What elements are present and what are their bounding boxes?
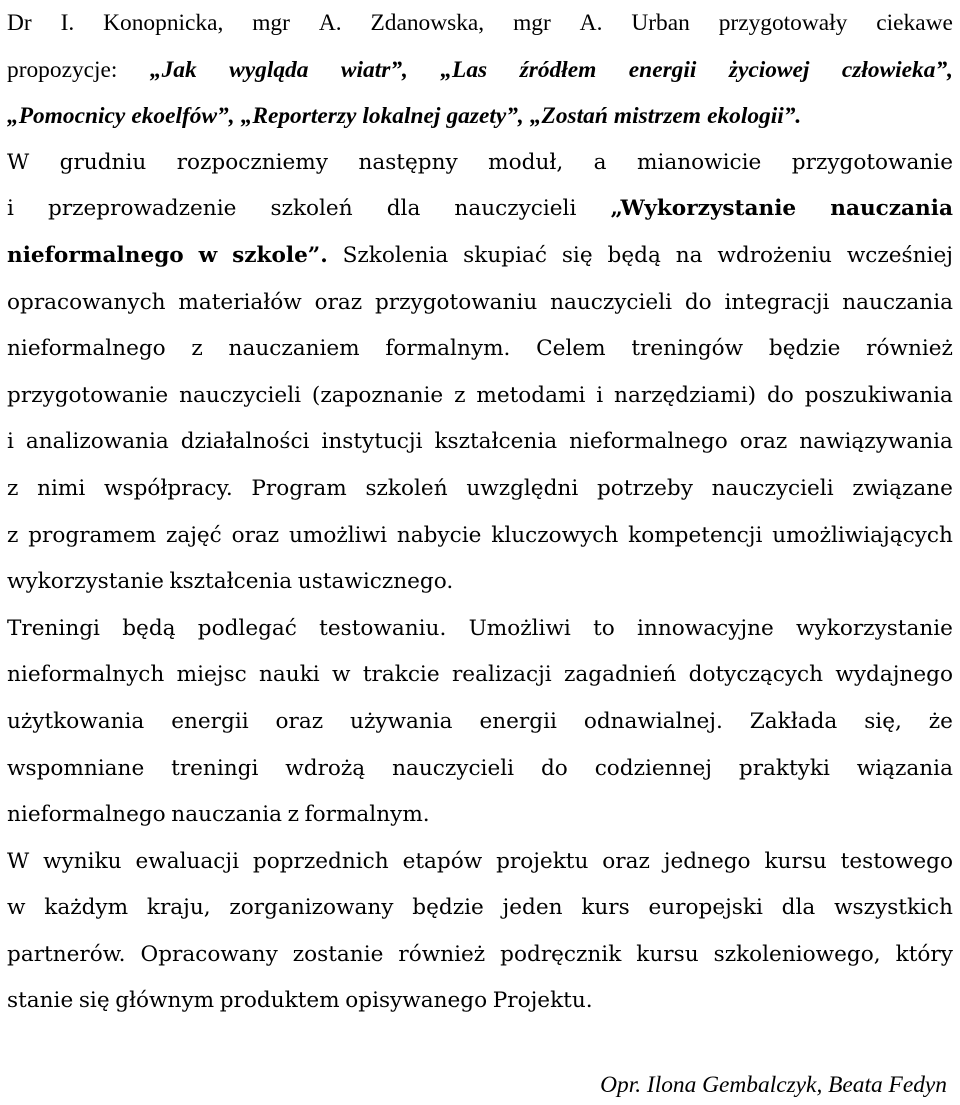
word: energii [628, 56, 697, 83]
word: ustawicznego. [297, 569, 454, 595]
word: się, [864, 708, 902, 734]
word: innowacyjne [637, 615, 774, 641]
word: partnerów. [7, 941, 126, 967]
word: nabycie [396, 522, 482, 548]
word: metodami [476, 382, 586, 408]
word: i [7, 429, 14, 455]
word: odnawialnej. [583, 708, 723, 734]
word: jednego [663, 848, 751, 874]
word: każdym [44, 895, 129, 921]
word: używania [350, 708, 453, 734]
word: nieformalnego [7, 802, 166, 828]
word: nauki [259, 662, 320, 688]
text-line [7, 140, 953, 187]
word: trakcie [362, 662, 440, 688]
word: nauczycieli [179, 382, 302, 408]
word: umożliwiających [772, 522, 953, 548]
word: ewaluacji [135, 848, 240, 874]
word: mistrzem [613, 103, 701, 130]
word: wiązania [856, 755, 953, 781]
word: do [540, 755, 568, 781]
word: a [593, 149, 607, 175]
word: miejsc [176, 662, 247, 688]
word: lokalnej [362, 103, 441, 130]
word: przeprowadzenie [48, 196, 237, 222]
word: Urban [631, 10, 690, 36]
text-line [7, 559, 953, 606]
word: stanie [7, 988, 74, 1014]
word: poprzednich [252, 848, 389, 874]
word: przygotowały [718, 10, 848, 36]
word: kraju, [146, 895, 211, 921]
word: wykorzystanie [7, 569, 164, 595]
text-line [7, 652, 953, 699]
word: oraz [602, 848, 650, 874]
text-line [7, 93, 953, 140]
word: wygląda [229, 56, 309, 83]
word: „Wykorzystanie [610, 196, 797, 222]
word: nauczycieli [392, 755, 515, 781]
word: podręcznik [500, 941, 622, 967]
text-line [7, 699, 953, 746]
word: dla [781, 895, 816, 921]
word: działalności [180, 429, 310, 455]
word: wspomniane [7, 755, 145, 781]
word: człowieka”, [841, 56, 953, 83]
word: będzie [412, 895, 484, 921]
word: rozpoczniemy [176, 149, 328, 175]
word: w [332, 662, 351, 688]
word: głównym [115, 988, 215, 1014]
word: „Pomocnicy [7, 103, 126, 130]
word: energii [479, 708, 557, 734]
word: opracowanych [7, 289, 166, 315]
word: ekoelfów”, [131, 103, 235, 130]
word: przygotowanie [7, 382, 169, 408]
word: projektu [496, 848, 589, 874]
text-line [7, 839, 953, 886]
text-line [7, 419, 953, 466]
word: z [7, 475, 19, 501]
word: podlegać [197, 615, 297, 641]
word: formalnym. [304, 802, 430, 828]
word: szkoleń [365, 475, 448, 501]
word: ekologii”. [707, 103, 802, 130]
word: wyniku [43, 848, 122, 874]
word: W [7, 149, 30, 175]
word: przygotowanie [791, 149, 953, 175]
word: Konopnicka, [103, 10, 224, 36]
word: mgr [252, 10, 290, 36]
word: następny [358, 149, 458, 175]
word: nauczycieli [711, 475, 834, 501]
word: wcześniej [846, 242, 953, 268]
word: że [928, 708, 953, 734]
word: uwzględni [466, 475, 579, 501]
word: materiałów [178, 289, 302, 315]
word: Umożliwi [468, 615, 571, 641]
word: nauczycieli [454, 196, 577, 222]
word: kursu [764, 848, 827, 874]
word: kompetencji [628, 522, 763, 548]
word: nieformalnego [7, 336, 166, 362]
word: Projektu. [492, 988, 593, 1014]
word: etapów [402, 848, 483, 874]
word: wdrożeniu [717, 242, 832, 268]
text-line [7, 885, 953, 932]
word: integracji [724, 289, 830, 315]
word: szkoleń [270, 196, 353, 222]
word: programem [28, 522, 157, 548]
word: „Jak [149, 56, 197, 83]
word: nauczania [842, 289, 953, 315]
word: europejski [648, 895, 763, 921]
word: Szkolenia [342, 242, 449, 268]
word: się [78, 988, 110, 1014]
word: moduł, [488, 149, 564, 175]
word: związane [852, 475, 953, 501]
word: wszystkich [834, 895, 953, 921]
word: dotyczących [688, 662, 824, 688]
text-line [7, 513, 953, 560]
word: (zapoznanie [311, 382, 444, 408]
word: produktem [219, 988, 340, 1014]
word: A. [579, 10, 603, 36]
word: kształcenia [434, 429, 558, 455]
text-line [7, 746, 953, 793]
word: umożliwi [289, 522, 387, 548]
word: będą [607, 242, 661, 268]
word: kursu [636, 941, 699, 967]
word: przygotowaniu [374, 289, 538, 315]
text-line [7, 932, 953, 979]
word: z [7, 522, 19, 548]
word: szkoleniowego, [713, 941, 881, 967]
word: „Las [440, 56, 488, 83]
text-line [7, 186, 953, 233]
word: również [398, 941, 486, 967]
word: będzie [768, 336, 841, 362]
word: treningów [631, 336, 744, 362]
word: nawiązywania [799, 429, 953, 455]
word: i [596, 382, 604, 408]
word: oraz [231, 522, 280, 548]
word: z [287, 802, 300, 828]
word: analizowania [25, 429, 169, 455]
word: współpracy. [104, 475, 233, 501]
word: potrzeby [596, 475, 693, 501]
word: do [684, 289, 712, 315]
word: użytkowania [7, 708, 145, 734]
word: W [7, 848, 30, 874]
word: instytucji [321, 429, 423, 455]
word: w [198, 242, 218, 268]
word: nieformalnego [7, 242, 184, 268]
word: I. [60, 10, 75, 36]
word: kluczowych [491, 522, 619, 548]
word: i [7, 196, 14, 222]
word: oraz [314, 289, 363, 315]
word: mianowicie [637, 149, 762, 175]
word: nauczania [171, 802, 283, 828]
word: „Reporterzy [240, 103, 357, 130]
text-line [7, 466, 953, 513]
word: kształcenia [169, 569, 293, 595]
word: codziennej [594, 755, 712, 781]
word: Dr [7, 10, 32, 36]
word: w [7, 895, 26, 921]
word: nauczycieli [550, 289, 673, 315]
word: Treningi [7, 615, 100, 641]
word: nimi [37, 475, 86, 501]
word: wdrożą [285, 755, 366, 781]
word: Opracowany [140, 941, 278, 967]
text-line [7, 0, 953, 47]
word: formalnym. [385, 336, 511, 362]
text-line [7, 47, 953, 94]
word: oraz [739, 429, 788, 455]
word: szkole”. [232, 242, 328, 268]
word: nieformalnych [7, 662, 165, 688]
word: Celem [536, 336, 606, 362]
word: Zakłada [749, 708, 838, 734]
text-line [7, 606, 953, 653]
text-line [7, 233, 953, 280]
word: energii [171, 708, 249, 734]
word: zorganizowany [229, 895, 394, 921]
word: propozycje: [7, 56, 118, 83]
author-signature: Opr. Ilona Gembalczyk, Beata Fedyn [600, 1072, 947, 1098]
word: będą [122, 615, 176, 641]
text-line [7, 326, 953, 373]
word: skupiać [463, 242, 547, 268]
text-line [7, 978, 953, 1025]
word: ciekawe [876, 10, 953, 36]
word: gazety”, [446, 103, 524, 130]
word: nauczaniem [228, 336, 360, 362]
word: Zdanowska, [370, 10, 485, 36]
word: grudniu [59, 149, 147, 175]
word: realizacji [451, 662, 552, 688]
word: kurs [581, 895, 630, 921]
word: praktyki [738, 755, 830, 781]
text-line [7, 373, 953, 420]
word: poszukiwania [804, 382, 953, 408]
word: wykorzystanie [796, 615, 953, 641]
word: źródłem [519, 56, 597, 83]
word: narzędziami) [614, 382, 757, 408]
document-body [7, 0, 953, 1025]
word: życiowej [728, 56, 810, 83]
word: testowego [840, 848, 953, 874]
word: z [454, 382, 466, 408]
word: to [593, 615, 615, 641]
word: wiatr”, [340, 56, 408, 83]
word: mgr [513, 10, 551, 36]
word: dla [386, 196, 421, 222]
word: nieformalnego [569, 429, 728, 455]
word: A. [318, 10, 342, 36]
word: na [675, 242, 703, 268]
word: jeden [502, 895, 563, 921]
word: który [895, 941, 953, 967]
word: nauczania [830, 196, 953, 222]
word: opisywanego [345, 988, 488, 1014]
word: zagadnień [564, 662, 677, 688]
word: z [191, 336, 203, 362]
word: zostanie [292, 941, 384, 967]
word: do [766, 382, 794, 408]
word: oraz [275, 708, 324, 734]
word: również [866, 336, 953, 362]
word: Program [251, 475, 347, 501]
word: się [561, 242, 593, 268]
text-line [7, 280, 953, 327]
word: „Zostań [529, 103, 608, 130]
word: treningi [171, 755, 259, 781]
text-line [7, 792, 953, 839]
word: wydajnego [835, 662, 953, 688]
word: testowaniu. [319, 615, 447, 641]
word: zajęć [165, 522, 222, 548]
